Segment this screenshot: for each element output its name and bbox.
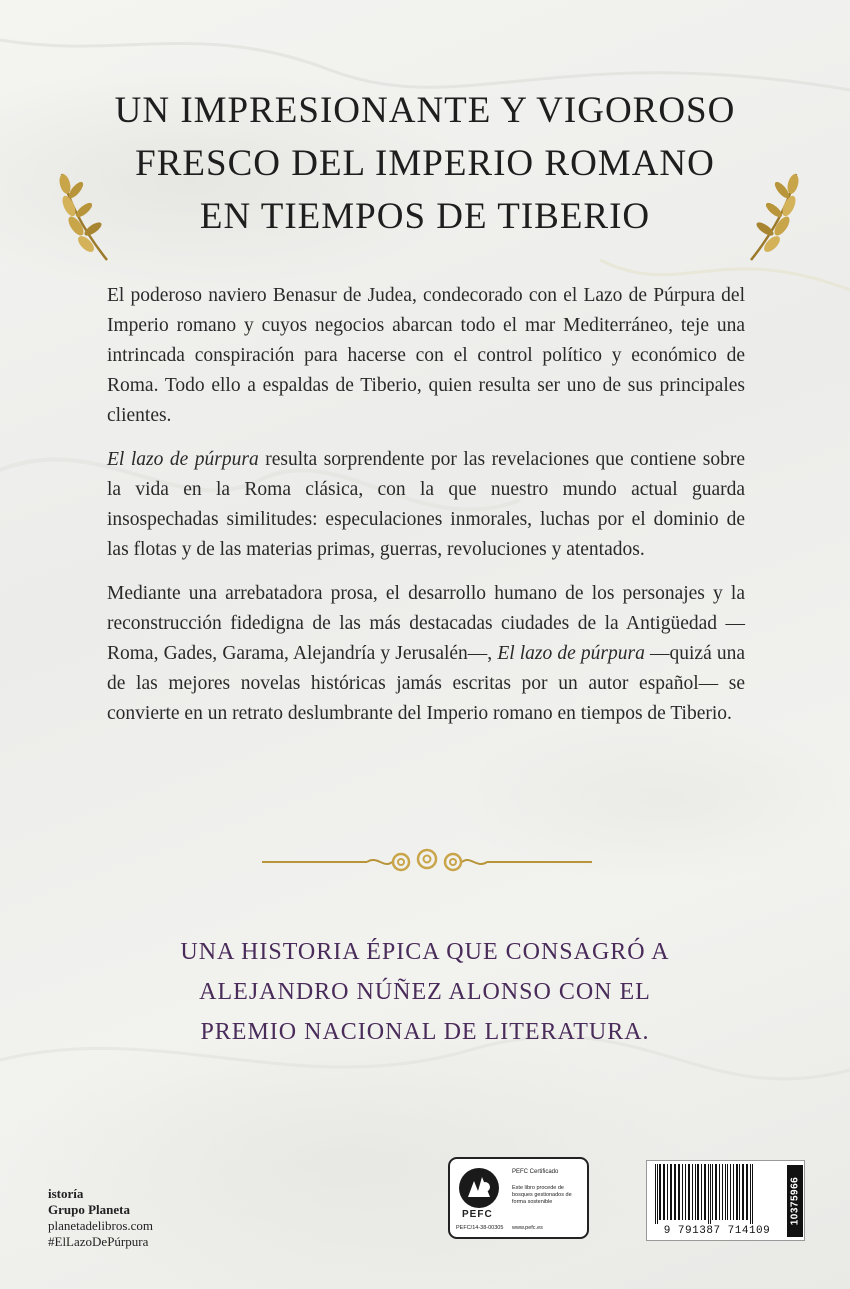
internal-code: 10375966 xyxy=(789,1176,801,1226)
barcode-bars xyxy=(651,1164,787,1224)
pefc-word: PEFC xyxy=(462,1209,493,1220)
internal-code-strip xyxy=(787,1165,803,1237)
barcode-bar xyxy=(736,1164,738,1220)
tagline xyxy=(0,932,850,1052)
synopsis-paragraph-2-text: resulta sorprendente por las revelaciones que contiene sobre la vida en la Roma clásica, con la que nuestro mundo actual guarda insospechadas similitudes: especulaciones inmorales, luchas por el dominio de las flotas y de las materias primas, guerras, revoluciones y atentados. xyxy=(107,449,745,560)
book-title-italic: El lazo de púrpura xyxy=(497,643,645,664)
synopsis-paragraph-3 xyxy=(107,579,745,729)
synopsis-paragraph-2 xyxy=(107,445,745,565)
isbn-barcode xyxy=(646,1160,805,1241)
barcode-bar xyxy=(727,1164,728,1220)
barcode-bar xyxy=(697,1164,699,1220)
barcode-bar xyxy=(692,1164,693,1220)
synopsis-paragraph-1: El poderoso naviero Benasur de Judea, condecorado con el Lazo de Púrpura del Imperio romano y cuyos negocios abarcan todo el mar Mediterráneo, teje una intrincada conspiración para hacerse con el control político y económico de Roma. Todo ello a espaldas de Tiberio, quien resulta ser uno de sus principales clientes. xyxy=(107,285,745,426)
barcode-bar xyxy=(667,1164,668,1220)
barcode-bar xyxy=(710,1164,711,1224)
synopsis-paragraph-3-end: —quizá una de las mejores novelas históricas jamás escritas por un autor español— se convierte en un retrato deslumbrante del Imperio romano en tiempos de Tiberio. xyxy=(107,643,746,724)
laurel-right-icon xyxy=(746,166,806,266)
barcode-bar xyxy=(750,1164,751,1224)
pefc-url: www.pefc.es xyxy=(512,1225,543,1231)
collection-name: istoría xyxy=(48,1186,84,1201)
pefc-description: Este libro procede de bosques gestionados de forma sostenible xyxy=(512,1185,572,1205)
barcode-bar xyxy=(678,1164,680,1220)
barcode-bar xyxy=(730,1164,731,1220)
headline-line-2: FRESCO DEL IMPERIO ROMANO xyxy=(135,143,715,184)
tagline-line-2: ALEJANDRO NÚÑEZ ALONSO CON EL xyxy=(199,979,651,1005)
barcode-bar xyxy=(715,1164,717,1220)
barcode-bar xyxy=(704,1164,706,1220)
publisher-website: planetadelibros.com xyxy=(48,1218,154,1233)
barcode-bar xyxy=(655,1164,656,1224)
barcode-bar xyxy=(733,1164,734,1220)
barcode-bar xyxy=(659,1164,661,1220)
barcode-bar xyxy=(742,1164,744,1220)
pefc-code: PEFC/14-38-00305 xyxy=(456,1225,504,1231)
tagline-line-3: PREMIO NACIONAL DE LITERATURA. xyxy=(200,1019,650,1045)
headline-line-3: EN TIEMPOS DE TIBERIO xyxy=(199,196,651,237)
synopsis xyxy=(107,281,745,743)
barcode-bar xyxy=(725,1164,726,1220)
barcode-bar xyxy=(670,1164,672,1220)
barcode-bar xyxy=(663,1164,665,1220)
isbn-number: 9 791387 714109 xyxy=(663,1225,771,1237)
barcode-bar xyxy=(739,1164,740,1220)
barcode-bar xyxy=(695,1164,696,1220)
barcode-bar xyxy=(722,1164,723,1220)
barcode-bar xyxy=(712,1164,713,1220)
pefc-certified-label: PEFC Certificado xyxy=(512,1169,559,1175)
book-title-italic: El lazo de púrpura xyxy=(107,449,259,470)
headline-line-1: UN IMPRESIONANTE Y VIGOROSO xyxy=(114,90,736,131)
pefc-tree-logo-icon xyxy=(458,1167,502,1209)
barcode-bar xyxy=(657,1164,658,1224)
barcode-bar xyxy=(719,1164,720,1220)
barcode-bar xyxy=(701,1164,702,1220)
barcode-bar xyxy=(752,1164,753,1224)
barcode-bar xyxy=(685,1164,686,1220)
barcode-bar xyxy=(674,1164,676,1220)
gold-divider-ornament xyxy=(262,845,592,879)
laurel-left-icon xyxy=(52,166,112,266)
barcode-bar xyxy=(708,1164,709,1224)
book-hashtag: #ElLazoDePúrpura xyxy=(48,1234,149,1249)
pefc-certification-badge xyxy=(448,1157,589,1239)
barcode-bar xyxy=(746,1164,748,1220)
publisher-name: Grupo Planeta xyxy=(48,1202,130,1217)
publisher-imprint xyxy=(48,1186,153,1250)
barcode-bar xyxy=(682,1164,683,1220)
barcode-bar xyxy=(688,1164,690,1220)
headline xyxy=(0,84,850,243)
synopsis-paragraph-3-start: Mediante una arrebatadora prosa, el desarrollo humano de los personajes y la reconstrucción fidedigna de las más destacadas ciudades de la Antigüedad —Roma, Gades, Garama, Alejandría y Jerusalén—, xyxy=(107,583,745,664)
tagline-line-1: UNA HISTORIA ÉPICA QUE CONSAGRÓ A xyxy=(180,939,670,965)
